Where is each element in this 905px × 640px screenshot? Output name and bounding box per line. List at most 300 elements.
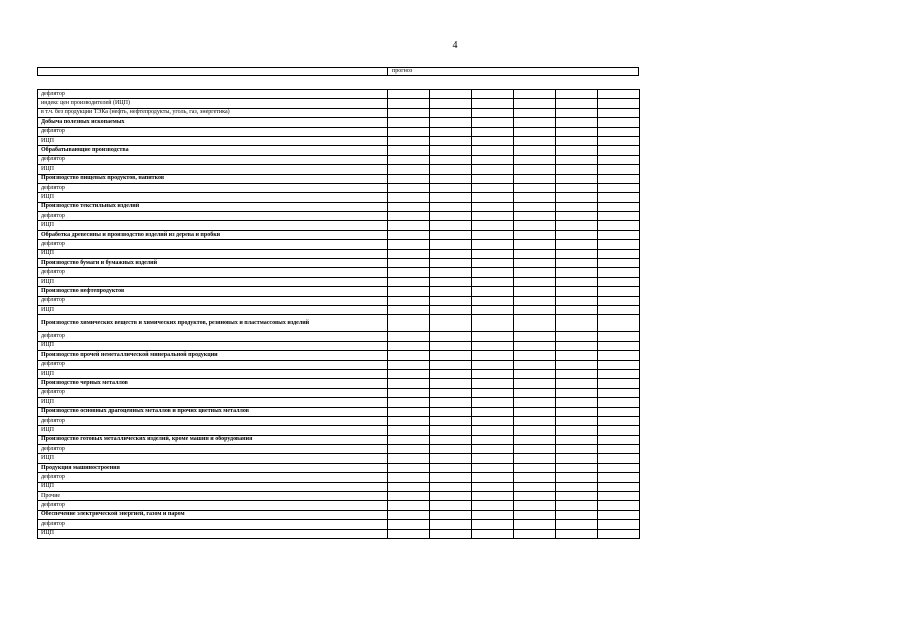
value-cell [388,165,430,174]
value-cell [388,510,430,519]
table-row [38,332,640,341]
value-cell [472,277,514,286]
value-cell [556,305,598,314]
value-cell [430,435,472,444]
row-label: дефлятор [38,183,388,192]
value-cell [598,155,640,164]
section-row [38,351,640,360]
value-cell [598,520,640,529]
value-cell [598,463,640,472]
value-cell [472,155,514,164]
row-label: дефлятор [38,268,388,277]
row-label: дефлятор [38,445,388,454]
row-label: ИЦП [38,305,388,314]
row-label: Обработка древесины и производство изделий из дерева и пробки [38,230,388,239]
value-cell [556,99,598,108]
value-cell [556,155,598,164]
value-cell [514,146,556,155]
value-cell [556,268,598,277]
row-label: Обрабатывающие производства [38,146,388,155]
row-label: ИЦП [38,398,388,407]
value-cell [472,369,514,378]
value-cell [472,416,514,425]
value-cell [514,445,556,454]
value-cell [388,99,430,108]
value-cell [556,259,598,268]
value-cell [598,379,640,388]
value-cell [388,174,430,183]
value-cell [472,259,514,268]
value-cell [514,510,556,519]
value-cell [598,407,640,416]
value-cell [556,296,598,305]
value-cell [388,482,430,491]
value-cell [598,332,640,341]
value-cell [514,379,556,388]
row-label: дефлятор [38,212,388,221]
table-row [38,369,640,378]
row-label: дефлятор [38,240,388,249]
value-cell [472,108,514,117]
value-cell [430,482,472,491]
value-cell [388,501,430,510]
value-cell [598,277,640,286]
value-cell [430,529,472,538]
value-cell [556,183,598,192]
value-cell [514,369,556,378]
value-cell [556,360,598,369]
value-cell [556,473,598,482]
row-label: ИЦП [38,529,388,538]
value-cell [388,369,430,378]
value-cell [472,202,514,211]
value-cell [514,463,556,472]
value-cell [556,520,598,529]
value-cell [598,369,640,378]
value-cell [388,529,430,538]
value-cell [430,287,472,296]
table-row [38,277,640,286]
value-cell [598,127,640,136]
value-cell [472,388,514,397]
value-cell [514,492,556,501]
value-cell [598,174,640,183]
value-cell [514,473,556,482]
row-label: дефлятор [38,155,388,164]
value-cell [430,127,472,136]
value-cell [430,305,472,314]
value-cell [598,510,640,519]
value-cell [430,268,472,277]
value-cell [430,332,472,341]
value-cell [388,259,430,268]
value-cell [430,193,472,202]
value-cell [514,268,556,277]
section-row [38,259,640,268]
row-label: ИЦП [38,221,388,230]
row-label: Производство пищевых продуктов, напитков [38,174,388,183]
value-cell [514,136,556,145]
value-cell [430,118,472,127]
row-label: ИЦП [38,369,388,378]
value-cell [388,193,430,202]
value-cell [430,230,472,239]
row-label: Производство готовых металлических изделий, кроме машин и оборудования [38,435,388,444]
value-cell [598,296,640,305]
value-cell [514,230,556,239]
value-cell [430,249,472,258]
value-cell [472,268,514,277]
section-row [38,315,640,332]
value-cell [598,193,640,202]
row-label: дефлятор [38,296,388,305]
value-cell [514,174,556,183]
table-row [38,492,640,501]
value-cell [514,249,556,258]
value-cell [472,360,514,369]
value-cell [430,99,472,108]
value-cell [430,501,472,510]
table-row [38,212,640,221]
value-cell [430,202,472,211]
table-row [38,268,640,277]
value-cell [472,501,514,510]
value-cell [514,520,556,529]
value-cell [472,249,514,258]
value-cell [556,435,598,444]
value-cell [430,296,472,305]
table-row [38,108,640,117]
table-row [38,249,640,258]
value-cell [556,212,598,221]
row-label: Производство основных драгоценных металлов и прочих цветных металлов [38,407,388,416]
table-row [38,388,640,397]
row-label: Производство черных металлов [38,379,388,388]
value-cell [472,146,514,155]
table-row [38,398,640,407]
value-cell [388,332,430,341]
value-cell [598,212,640,221]
value-cell [388,136,430,145]
value-cell [472,510,514,519]
value-cell [472,165,514,174]
value-cell [556,315,598,332]
value-cell [430,379,472,388]
value-cell [598,118,640,127]
value-cell [430,90,472,99]
value-cell [430,221,472,230]
row-label: дефлятор [38,473,388,482]
value-cell [472,454,514,463]
value-cell [514,398,556,407]
value-cell [598,360,640,369]
value-cell [388,249,430,258]
value-cell [514,90,556,99]
value-cell [430,108,472,117]
value-cell [472,529,514,538]
row-label: Обеспечение электрической энергией, газом и паром [38,510,388,519]
value-cell [598,529,640,538]
value-cell [514,388,556,397]
value-cell [388,398,430,407]
row-label: Продукция машиностроения [38,463,388,472]
value-cell [556,240,598,249]
value-cell [430,416,472,425]
row-label: дефлятор [38,416,388,425]
value-cell [598,136,640,145]
row-label: ИЦП [38,426,388,435]
value-cell [388,202,430,211]
value-cell [430,360,472,369]
value-cell [514,341,556,350]
value-cell [598,482,640,491]
value-cell [388,454,430,463]
value-cell [514,127,556,136]
value-cell [472,315,514,332]
value-cell [556,416,598,425]
value-cell [598,426,640,435]
row-label: дефлятор [38,90,388,99]
table-row [38,360,640,369]
value-cell [472,212,514,221]
value-cell [388,108,430,117]
value-cell [472,287,514,296]
value-cell [514,454,556,463]
value-cell [388,407,430,416]
table-row [38,416,640,425]
value-cell [556,351,598,360]
row-label: Производство прочей неметаллической минеральной продукции [38,351,388,360]
value-cell [514,165,556,174]
value-cell [514,287,556,296]
value-cell [598,305,640,314]
value-cell [430,165,472,174]
value-cell [472,230,514,239]
table-row [38,193,640,202]
value-cell [430,398,472,407]
value-cell [598,315,640,332]
value-cell [472,351,514,360]
value-cell [556,454,598,463]
value-cell [388,127,430,136]
value-cell [598,492,640,501]
value-cell [472,90,514,99]
value-cell [514,351,556,360]
value-cell [388,287,430,296]
section-row [38,146,640,155]
section-row [38,379,640,388]
value-cell [514,240,556,249]
value-cell [514,482,556,491]
value-cell [388,183,430,192]
value-cell [430,240,472,249]
value-cell [430,136,472,145]
value-cell [598,221,640,230]
table-row [38,165,640,174]
table-row [38,529,640,538]
row-label: ИЦП [38,249,388,258]
value-cell [388,426,430,435]
value-cell [472,136,514,145]
value-cell [388,315,430,332]
value-cell [388,341,430,350]
value-cell [556,230,598,239]
value-cell [514,529,556,538]
value-cell [598,454,640,463]
row-label: Производство нефтепродуктов [38,287,388,296]
value-cell [556,445,598,454]
value-cell [472,492,514,501]
table-row [38,341,640,350]
value-cell [430,520,472,529]
value-cell [598,90,640,99]
value-cell [514,416,556,425]
row-label: ИЦП [38,277,388,286]
value-cell [430,155,472,164]
value-cell [388,305,430,314]
value-cell [556,482,598,491]
value-cell [388,435,430,444]
value-cell [472,118,514,127]
value-cell [430,510,472,519]
value-cell [388,463,430,472]
value-cell [556,277,598,286]
value-cell [472,193,514,202]
value-cell [430,277,472,286]
page-number: 4 [452,40,458,51]
value-cell [598,240,640,249]
value-cell [430,351,472,360]
section-row [38,202,640,211]
value-cell [598,268,640,277]
value-cell [556,388,598,397]
value-cell [514,315,556,332]
value-cell [430,212,472,221]
value-cell [556,90,598,99]
value-cell [388,360,430,369]
value-cell [472,426,514,435]
value-cell [514,212,556,221]
table-row [38,90,640,99]
value-cell [598,501,640,510]
value-cell [388,240,430,249]
value-cell [556,529,598,538]
table-row [38,240,640,249]
value-cell [472,379,514,388]
value-cell [556,108,598,117]
value-cell [598,287,640,296]
value-cell [556,463,598,472]
value-cell [430,426,472,435]
value-cell [514,193,556,202]
row-label: Прочие [38,492,388,501]
value-cell [472,435,514,444]
value-cell [430,315,472,332]
table-header-bar [37,67,639,76]
value-cell [472,305,514,314]
value-cell [598,259,640,268]
value-cell [430,445,472,454]
value-cell [598,146,640,155]
value-cell [388,379,430,388]
value-cell [472,240,514,249]
row-label: Добыча полезных ископаемых [38,118,388,127]
value-cell [514,202,556,211]
section-row [38,287,640,296]
value-cell [472,183,514,192]
value-cell [598,230,640,239]
value-cell [472,520,514,529]
value-cell [598,165,640,174]
section-row [38,230,640,239]
value-cell [556,221,598,230]
row-label: Производство текстильных изделий [38,202,388,211]
value-cell [388,520,430,529]
value-cell [514,426,556,435]
row-label: Производство бумаги и бумажных изделий [38,259,388,268]
table-row [38,473,640,482]
value-cell [556,165,598,174]
value-cell [556,193,598,202]
value-cell [514,99,556,108]
row-label: дефлятор [38,520,388,529]
value-cell [556,127,598,136]
row-label: Производство химических веществ и химических продуктов, резиновых и пластмассовых изделий [38,315,388,332]
value-cell [388,277,430,286]
section-row [38,407,640,416]
row-label: дефлятор [38,127,388,136]
forecast-header: прогноз [392,68,413,74]
value-cell [472,174,514,183]
value-cell [388,268,430,277]
value-cell [388,90,430,99]
value-cell [472,407,514,416]
value-cell [556,379,598,388]
value-cell [598,341,640,350]
table-row [38,221,640,230]
value-cell [514,183,556,192]
value-cell [514,155,556,164]
table-row [38,183,640,192]
value-cell [472,296,514,305]
section-row [38,435,640,444]
value-cell [598,202,640,211]
value-cell [598,416,640,425]
value-cell [598,398,640,407]
value-cell [556,398,598,407]
header-label-cell [38,68,388,75]
table-row [38,155,640,164]
value-cell [430,388,472,397]
value-cell [430,341,472,350]
value-cell [388,221,430,230]
value-cell [514,277,556,286]
table-row [38,426,640,435]
value-cell [388,230,430,239]
value-cell [556,118,598,127]
value-cell [514,435,556,444]
table-row [38,520,640,529]
value-cell [388,445,430,454]
row-label: индекс цен производителей (ИЦП) [38,99,388,108]
deflator-table [37,89,640,539]
row-label: ИЦП [38,454,388,463]
value-cell [388,351,430,360]
row-label: ИЦП [38,341,388,350]
value-cell [556,407,598,416]
row-label: ИЦП [38,193,388,202]
value-cell [472,341,514,350]
